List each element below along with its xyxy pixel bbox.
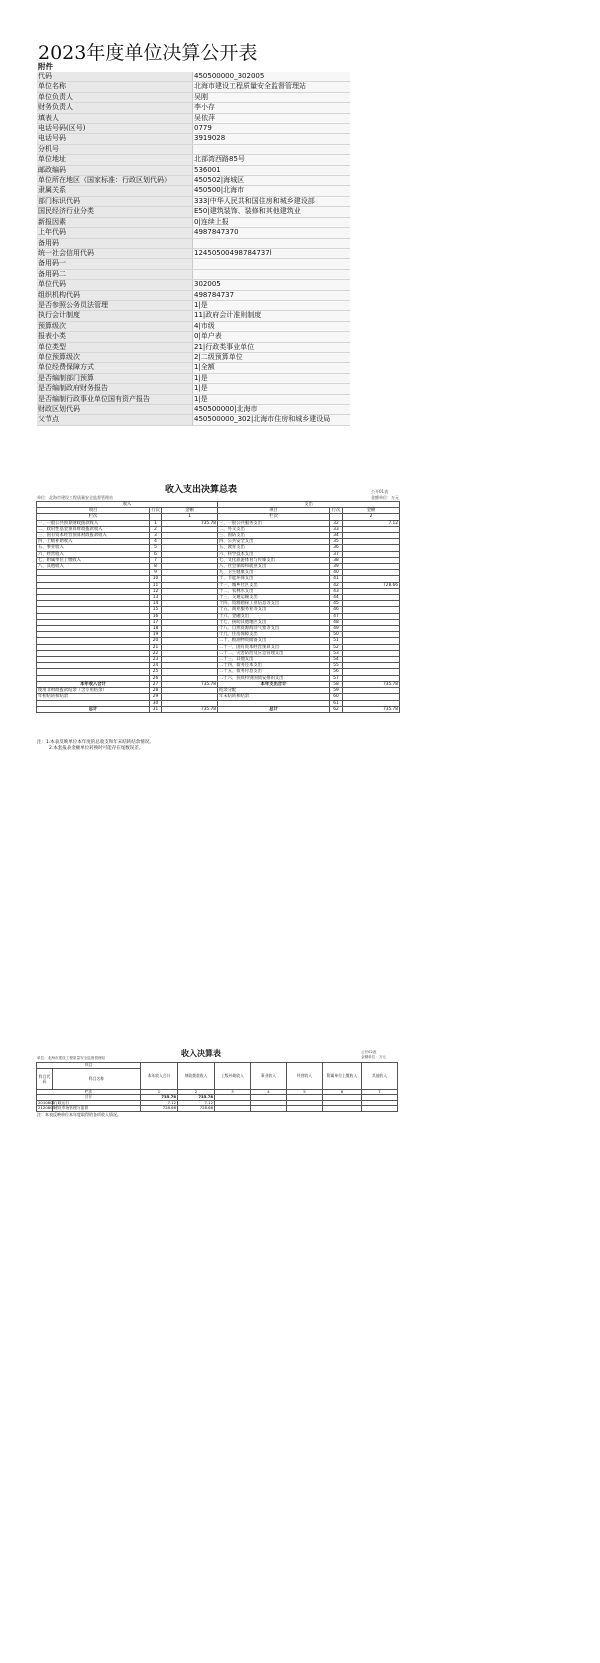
info-key: 执行会计制度 <box>37 311 193 321</box>
info-value: 4|市级 <box>193 321 351 331</box>
empty-cell <box>323 1106 362 1112</box>
expense-item: 十四、资源勘探工业信息等支出 <box>218 601 330 607</box>
info-key: 是否编制部门预算 <box>37 373 193 383</box>
info-key: 单位预算级次 <box>37 352 193 362</box>
info-value: 3919028 <box>193 134 351 144</box>
income-line-no: 13 <box>150 595 162 601</box>
expense-item: 十一、城乡社区支出 <box>218 582 330 588</box>
info-row <box>37 228 350 238</box>
expense-line-no: 49 <box>330 626 343 632</box>
info-row <box>37 196 350 206</box>
expense-line-no: 40 <box>330 570 343 576</box>
info-row <box>37 165 350 175</box>
income-item: 五、事业收入 <box>37 545 150 551</box>
info-value <box>193 238 351 248</box>
expense-line-no: 57 <box>330 675 343 681</box>
attachment-label: 附件 <box>38 62 53 71</box>
info-row <box>37 269 350 279</box>
info-key: 填表人 <box>37 113 193 123</box>
info-key: 备用码 <box>37 238 193 248</box>
expense-header: 支出 <box>218 502 400 508</box>
expense-item: 年末结转和结余 <box>218 694 330 700</box>
income-col3-header: 上级补助收入 <box>215 1063 251 1090</box>
income-item: 总计 <box>37 706 150 712</box>
income-line-no: 10 <box>150 576 162 582</box>
income-form-no: 公开02表 <box>361 1050 377 1054</box>
expense-amount: 728.66 <box>343 582 400 588</box>
col-name: 栏次 <box>218 514 330 520</box>
info-value: 498784737 <box>193 290 351 300</box>
expense-line-header: 行次 <box>330 508 343 514</box>
income-header: 收入 <box>37 502 218 508</box>
expense-item: 五、教育支出 <box>218 545 330 551</box>
expense-amount: 735.78 <box>343 706 400 712</box>
expense-item-header: 项目 <box>218 508 330 514</box>
income-item: 六、经营收入 <box>37 551 150 557</box>
info-value: 1|全额 <box>193 363 351 373</box>
info-row <box>37 342 350 352</box>
col-number: 6 <box>323 1089 362 1095</box>
info-value: 536001 <box>193 165 351 175</box>
income-total-label: 合计 <box>37 1095 141 1101</box>
info-key: 财政区划代码 <box>37 405 193 415</box>
expense-item: 二十三、其他支出 <box>218 657 330 663</box>
income-code: 2120803 <box>38 1105 55 1111</box>
income-org-label: 单位：北海市建设工程质量安全监督管理站 <box>37 1056 106 1060</box>
summary-notes <box>37 740 154 752</box>
info-key: 分机号 <box>37 144 193 154</box>
info-value: E50|建筑装饰、装修和其他建筑业 <box>193 207 351 217</box>
info-key: 备用码一 <box>37 259 193 269</box>
info-value: 1|是 <box>193 300 351 310</box>
expense-line-no: 43 <box>330 588 343 594</box>
income-line-no: 26 <box>150 675 162 681</box>
info-key: 单位类型 <box>37 342 193 352</box>
empty-cell <box>287 1106 323 1112</box>
info-key: 电话号码 <box>37 134 193 144</box>
info-key: 单位所在地区（国家标准：行政区划代码） <box>37 176 193 186</box>
info-key: 父节点 <box>37 415 193 425</box>
info-value: 北部湾西路85号 <box>193 155 351 165</box>
income-line-no: 12 <box>150 588 162 594</box>
info-row <box>37 373 350 383</box>
info-key: 单位经费保障方式 <box>37 363 193 373</box>
expense-item: 二十二、灾害防治及应急管理支出 <box>218 650 330 656</box>
info-value: 21|行政类事业单位 <box>193 342 351 352</box>
income-line-no: 3 <box>150 533 162 539</box>
expense-line-no: 34 <box>330 533 343 539</box>
info-value: 450502|海城区 <box>193 176 351 186</box>
summary-unit-label: 金额单位：万元 <box>371 495 399 500</box>
expense-line-no: 47 <box>330 613 343 619</box>
expense-line-no: 36 <box>330 545 343 551</box>
info-row <box>37 332 350 342</box>
info-key: 单位代码 <box>37 280 193 290</box>
info-value: 302005 <box>193 280 351 290</box>
income-line-no: 24 <box>150 663 162 669</box>
income-line-no: 29 <box>150 694 162 700</box>
info-table <box>37 72 350 426</box>
expense-line-no: 55 <box>330 663 343 669</box>
info-key: 备用码二 <box>37 269 193 279</box>
expense-line-no: 39 <box>330 564 343 570</box>
expense-item: 十二、农林水支出 <box>218 588 330 594</box>
income-name-header: 科目名称 <box>53 1068 141 1089</box>
col-number: 4 <box>251 1089 287 1095</box>
income-item: 三、国有资本经营预算财政拨款收入 <box>37 533 150 539</box>
info-key: 财务负责人 <box>37 103 193 113</box>
income-v1: 728.66 <box>141 1106 178 1112</box>
income-line-no: 30 <box>150 700 162 706</box>
income-row <box>37 1106 398 1112</box>
expense-item: 十三、交通运输支出 <box>218 595 330 601</box>
info-row <box>37 280 350 290</box>
expense-line-no: 35 <box>330 539 343 545</box>
info-row <box>37 217 350 227</box>
income-line-no: 19 <box>150 632 162 638</box>
info-row <box>37 207 350 217</box>
expense-line-no: 51 <box>330 638 343 644</box>
expense-line-no: 62 <box>330 706 343 712</box>
income-item-header-row <box>37 1063 398 1069</box>
income-col2-header: 财政拨款收入 <box>178 1063 215 1090</box>
info-value <box>193 269 351 279</box>
expense-line-no: 59 <box>330 688 343 694</box>
income-line-no: 27 <box>150 681 162 687</box>
income-line-no: 15 <box>150 607 162 613</box>
expense-item: 一、一般公共服务支出 <box>218 520 330 526</box>
info-value: 吴依萍 <box>193 113 351 123</box>
expense-amount: 7.12 <box>343 520 400 526</box>
info-key: 是否编制行政事业单位国有资产报告 <box>37 394 193 404</box>
expense-line-no: 56 <box>330 669 343 675</box>
expense-item: 本年支出合计 <box>218 681 330 687</box>
col-number: 1 <box>141 1089 178 1095</box>
info-value: 0779 <box>193 124 351 134</box>
info-value <box>193 144 351 154</box>
info-value: 1|是 <box>193 394 351 404</box>
income-item: 八、其他收入 <box>37 564 150 570</box>
info-row <box>37 238 350 248</box>
income-line-no: 22 <box>150 650 162 656</box>
income-line-no: 21 <box>150 644 162 650</box>
col-number: 2 <box>343 514 400 520</box>
info-row <box>37 321 350 331</box>
info-value: 北海市建设工程质量安全监督管理站 <box>193 82 351 92</box>
income-amount: 735.78 <box>162 681 218 687</box>
info-value <box>193 259 351 269</box>
income-col4-header: 事业收入 <box>251 1063 287 1090</box>
income-col1-header: 本年收入合计 <box>141 1063 178 1090</box>
income-item: 使用非财政拨款结余（含专用结余） <box>37 688 150 694</box>
expense-item: 九、卫生健康支出 <box>218 570 330 576</box>
income-line-no: 2 <box>150 526 162 532</box>
expense-line-no: 42 <box>330 582 343 588</box>
income-col6-header: 附属单位上缴收入 <box>323 1063 362 1090</box>
info-value: 1|是 <box>193 373 351 383</box>
income-line-no: 25 <box>150 669 162 675</box>
expense-line-no: 50 <box>330 632 343 638</box>
info-row <box>37 311 350 321</box>
income-note: 注：本表反映单位本年度取得的各项收入情况。 <box>37 1112 121 1117</box>
expense-line-no: 48 <box>330 619 343 625</box>
info-value: 0|单户表 <box>193 332 351 342</box>
info-row <box>37 155 350 165</box>
income-line-no: 14 <box>150 601 162 607</box>
income-line-no: 5 <box>150 545 162 551</box>
info-value: 450500000_302005 <box>193 72 351 82</box>
info-key: 上年代码 <box>37 228 193 238</box>
expense-line-no: 41 <box>330 576 343 582</box>
expense-item: 结余分配 <box>218 688 330 694</box>
income-title: 收入决算表 <box>181 1049 221 1058</box>
expense-item: 十六、金融支出 <box>218 613 330 619</box>
expense-amount: 735.78 <box>343 681 400 687</box>
expense-item: 二十一、国有资本经营预算支出 <box>218 644 330 650</box>
info-sheet <box>37 62 349 426</box>
income-line-no: 9 <box>150 570 162 576</box>
col-number: 5 <box>287 1089 323 1095</box>
income-line-no: 23 <box>150 657 162 663</box>
income-col-name: 栏次 <box>37 1089 141 1095</box>
income-col5-header: 经营收入 <box>287 1063 323 1090</box>
income-line-no: 1 <box>150 520 162 526</box>
empty-cell <box>215 1106 251 1112</box>
info-key: 是否编制政府财务报告 <box>37 384 193 394</box>
info-row <box>37 113 350 123</box>
income-table <box>36 1062 398 1112</box>
summary-total-row <box>37 706 400 712</box>
info-row <box>37 290 350 300</box>
summary-title: 收入支出决算总表 <box>164 485 237 495</box>
income-unit-label: 金额单位：万元 <box>361 1055 387 1059</box>
expense-line-no: 33 <box>330 526 343 532</box>
income-v1: 7.12 <box>141 1100 178 1106</box>
income-item: 本年收入合计 <box>37 681 150 687</box>
income-line-no: 17 <box>150 619 162 625</box>
empty-cell <box>251 1106 287 1112</box>
income-line-no: 20 <box>150 638 162 644</box>
expense-amount-header: 金额 <box>343 508 400 514</box>
summary-form-no: 公开01表 <box>371 489 389 494</box>
expense-item: 二十六、抗疫特别国债安排的支出 <box>218 675 330 681</box>
income-line-no: 31 <box>150 706 162 712</box>
info-key: 单位负责人 <box>37 92 193 102</box>
info-value: 450500000_302|北海市住房和城乡建设局 <box>193 415 351 425</box>
info-row <box>37 134 350 144</box>
expense-line-no: 38 <box>330 557 343 563</box>
info-row <box>37 415 350 425</box>
expense-line-no: 52 <box>330 644 343 650</box>
info-value: 4987847370 <box>193 228 351 238</box>
info-key: 是否参照公务员法管理 <box>37 300 193 310</box>
expense-item: 十七、援助其他地区支出 <box>218 619 330 625</box>
summary-note-1: 注：1.本表反映单位本年度的总收支和年末结转结余情况。 <box>37 740 154 745</box>
info-row <box>37 352 350 362</box>
income-line-no: 7 <box>150 557 162 563</box>
info-value: 450500000|北海市 <box>193 405 351 415</box>
income-amount-header: 金额 <box>162 508 218 514</box>
info-key: 代码 <box>37 72 193 82</box>
income-item-header: 项目 <box>37 508 150 514</box>
info-value: 吴刚 <box>193 92 351 102</box>
expense-item: 十、节能环保支出 <box>218 576 330 582</box>
income-line-no: 4 <box>150 539 162 545</box>
expense-item: 四、公共安全支出 <box>218 539 330 545</box>
info-row <box>37 82 350 92</box>
info-row <box>37 384 350 394</box>
income-line-no: 28 <box>150 688 162 694</box>
info-key: 报表小类 <box>37 332 193 342</box>
info-row <box>37 176 350 186</box>
info-key: 组织机构代码 <box>37 290 193 300</box>
expense-item: 八、社会保障和就业支出 <box>218 564 330 570</box>
info-key: 单位名称 <box>37 82 193 92</box>
expense-line-no: 60 <box>330 694 343 700</box>
income-item: 一、一般公共预算财政拨款收入 <box>37 520 150 526</box>
info-value: 11|政府会计准则制度 <box>193 311 351 321</box>
col-number: 1 <box>162 514 218 520</box>
col-number: 2 <box>178 1089 215 1095</box>
expense-item: 二十、粮油物资储备支出 <box>218 638 330 644</box>
summary-table <box>36 501 400 713</box>
info-row <box>37 259 350 269</box>
income-item: 二、政府性基金预算财政拨款收入 <box>37 526 150 532</box>
info-key: 国民经济行业分类 <box>37 207 193 217</box>
info-key: 新报因素 <box>37 217 193 227</box>
info-value: 12450500498784737l <box>193 248 351 258</box>
expense-item: 总计 <box>218 706 330 712</box>
expense-line-no: 58 <box>330 681 343 687</box>
income-total-v2: 735.78 <box>178 1095 215 1101</box>
expense-line-no: 44 <box>330 595 343 601</box>
expense-line-no: 61 <box>330 700 343 706</box>
empty-cell <box>362 1106 398 1112</box>
info-value: 2|二级预算单位 <box>193 352 351 362</box>
expense-item: 十八、自然资源海洋气象等支出 <box>218 626 330 632</box>
info-row <box>37 300 350 310</box>
info-row <box>37 363 350 373</box>
income-item: 年初结转和结余 <box>37 694 150 700</box>
info-key: 电话号码(区号) <box>37 124 193 134</box>
expense-item: 十九、住房保障支出 <box>218 632 330 638</box>
expense-line-no: 53 <box>330 650 343 656</box>
page-title: 2023年度单位决算公开表 <box>38 42 258 64</box>
expense-line-no: 32 <box>330 520 343 526</box>
info-row <box>37 124 350 134</box>
summary-org-label: 单位：北海市建设工程质量安全监督管理站 <box>37 495 113 500</box>
info-value: 333|中华人民共和国住房和城乡建设部 <box>193 196 351 206</box>
expense-item: 十五、商业服务业等支出 <box>218 607 330 613</box>
info-row <box>37 186 350 196</box>
info-row <box>37 144 350 154</box>
income-col7-header: 其他收入 <box>362 1063 398 1090</box>
income-amount: 735.78 <box>162 706 218 712</box>
income-amount: 735.78 <box>162 520 218 526</box>
income-v2: 7.12 <box>178 1100 215 1106</box>
info-row <box>37 92 350 102</box>
expense-item: 七、文化旅游体育与传媒支出 <box>218 557 330 563</box>
info-key: 统一社会信用代码 <box>37 248 193 258</box>
info-row <box>37 394 350 404</box>
income-line-no: 6 <box>150 551 162 557</box>
info-row <box>37 248 350 258</box>
col-number: 7 <box>362 1089 398 1095</box>
col-name: 栏次 <box>37 514 150 520</box>
income-name: 建设市场管理与监督 <box>53 1106 141 1112</box>
expense-line-no: 46 <box>330 607 343 613</box>
info-key: 预算级次 <box>37 321 193 331</box>
info-row <box>37 405 350 415</box>
expense-line-no: 54 <box>330 657 343 663</box>
expense-item: 六、科学技术支出 <box>218 551 330 557</box>
info-value: 李小存 <box>193 103 351 113</box>
expense-item: 二、外交支出 <box>218 526 330 532</box>
income-line-no: 16 <box>150 613 162 619</box>
expense-item: 二十四、债务还本支出 <box>218 663 330 669</box>
expense-line-no: 37 <box>330 551 343 557</box>
income-item: 四、上级补助收入 <box>37 539 150 545</box>
expense-item: 三、国防支出 <box>218 533 330 539</box>
income-line-no: 11 <box>150 582 162 588</box>
info-key: 隶属关系 <box>37 186 193 196</box>
info-row <box>37 103 350 113</box>
col-number: 3 <box>215 1089 251 1095</box>
income-line-header: 行次 <box>151 508 160 514</box>
income-code-header: 科目代码 <box>37 1068 53 1089</box>
income-code: 2010801 <box>38 1099 55 1105</box>
income-line-no: 18 <box>150 626 162 632</box>
info-value: 1|是 <box>193 384 351 394</box>
income-name: 行政运行 <box>53 1100 141 1106</box>
info-value: 450500|北海市 <box>193 186 351 196</box>
info-key: 部门标识代码 <box>37 196 193 206</box>
income-v2: 728.66 <box>178 1106 215 1112</box>
info-key: 单位地址 <box>37 155 193 165</box>
expense-line-no: 45 <box>330 601 343 607</box>
income-total-v1: 735.78 <box>141 1095 178 1101</box>
summary-note-2: 2.本套报表金额单位转换时可能存在尾数误差。 <box>49 746 144 751</box>
expense-item: 二十五、债务付息支出 <box>218 669 330 675</box>
info-value: 0|连续上报 <box>193 217 351 227</box>
info-key: 邮政编码 <box>37 165 193 175</box>
income-line-no: 8 <box>150 564 162 570</box>
income-item: 七、附属单位上缴收入 <box>37 557 150 563</box>
income-item-header: 项目 <box>37 1063 141 1069</box>
info-row <box>37 72 350 82</box>
